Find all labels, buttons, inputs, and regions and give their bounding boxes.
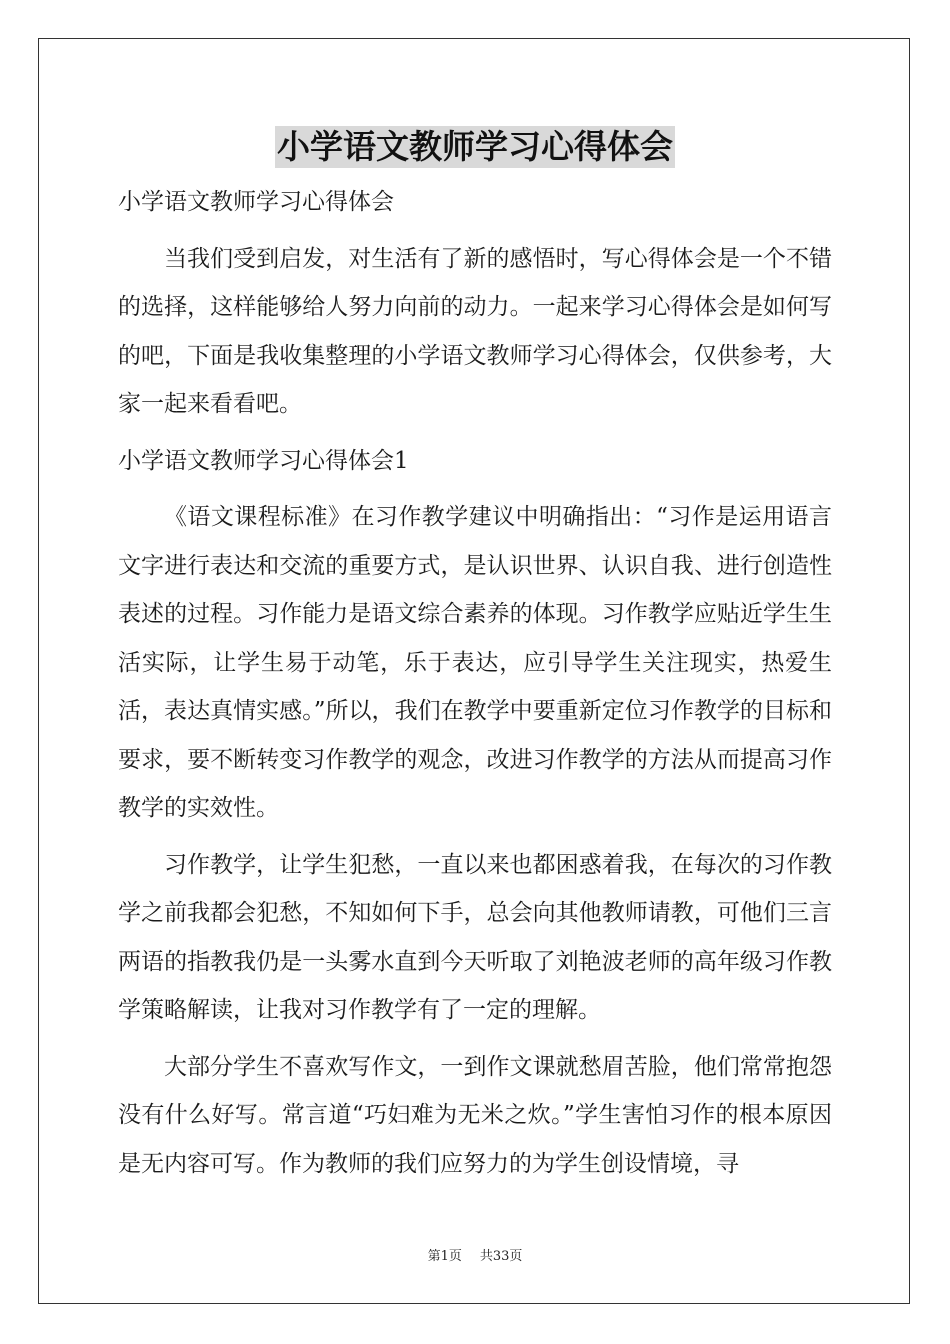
document-title: 小学语文教师学习心得体会 — [277, 127, 673, 166]
body-paragraph-3: 大部分学生不喜欢写作文，一到作文课就愁眉苦脸，他们常常抱怨没有什么好写。常言道“巧妇难为无米之炊。”学生害怕习作的根本原因是无内容可写。作为教师的我们应努力的为学生创设情境，寻 — [118, 1053, 832, 1177]
page-footer — [0, 1245, 950, 1264]
body-paragraph-1: 《语文课程标准》在习作教学建议中明确指出：“习作是运用语言文字进行表达和交流的重要方式，是认识世界、认识自我、进行创造性表述的过程。习作能力是语文综合素养的体现。习作教学应贴近学生生活实际，让学生易于动笔，乐于表达，应引导学生关注现实，热爱生活，表达真情实感。”所以，我们在教学中要重新定位习作教学的目标和要求，要不断转变习作教学的观念，改进习作教学的方法从而提高习作教学的实效性。 — [118, 504, 832, 821]
title-container — [0, 126, 950, 168]
intro-paragraph: 当我们受到启发，对生活有了新的感悟时，写心得体会是一个不错的选择，这样能够给人努力向前的动力。一起来学习心得体会是如何写的吧，下面是我收集整理的小学语文教师学习心得体会，仅供参考，大家一起来看看吧。 — [118, 245, 832, 417]
document-body — [118, 178, 832, 1196]
subtitle-line: 小学语文教师学习心得体会 — [118, 189, 394, 215]
page-number: 第1页 — [427, 1249, 462, 1264]
body-paragraph-2: 习作教学，让学生犯愁，一直以来也都困惑着我，在每次的习作教学之前我都会犯愁，不知如何下手，总会向其他教师请教，可他们三言两语的指教我仍是一头雾水直到今天听取了刘艳波老师的高年级习作教学策略解读，让我对习作教学有了一定的理解。 — [118, 851, 832, 1023]
section-heading: 小学语文教师学习心得体会1 — [118, 447, 409, 474]
total-pages: 共33页 — [479, 1249, 523, 1264]
